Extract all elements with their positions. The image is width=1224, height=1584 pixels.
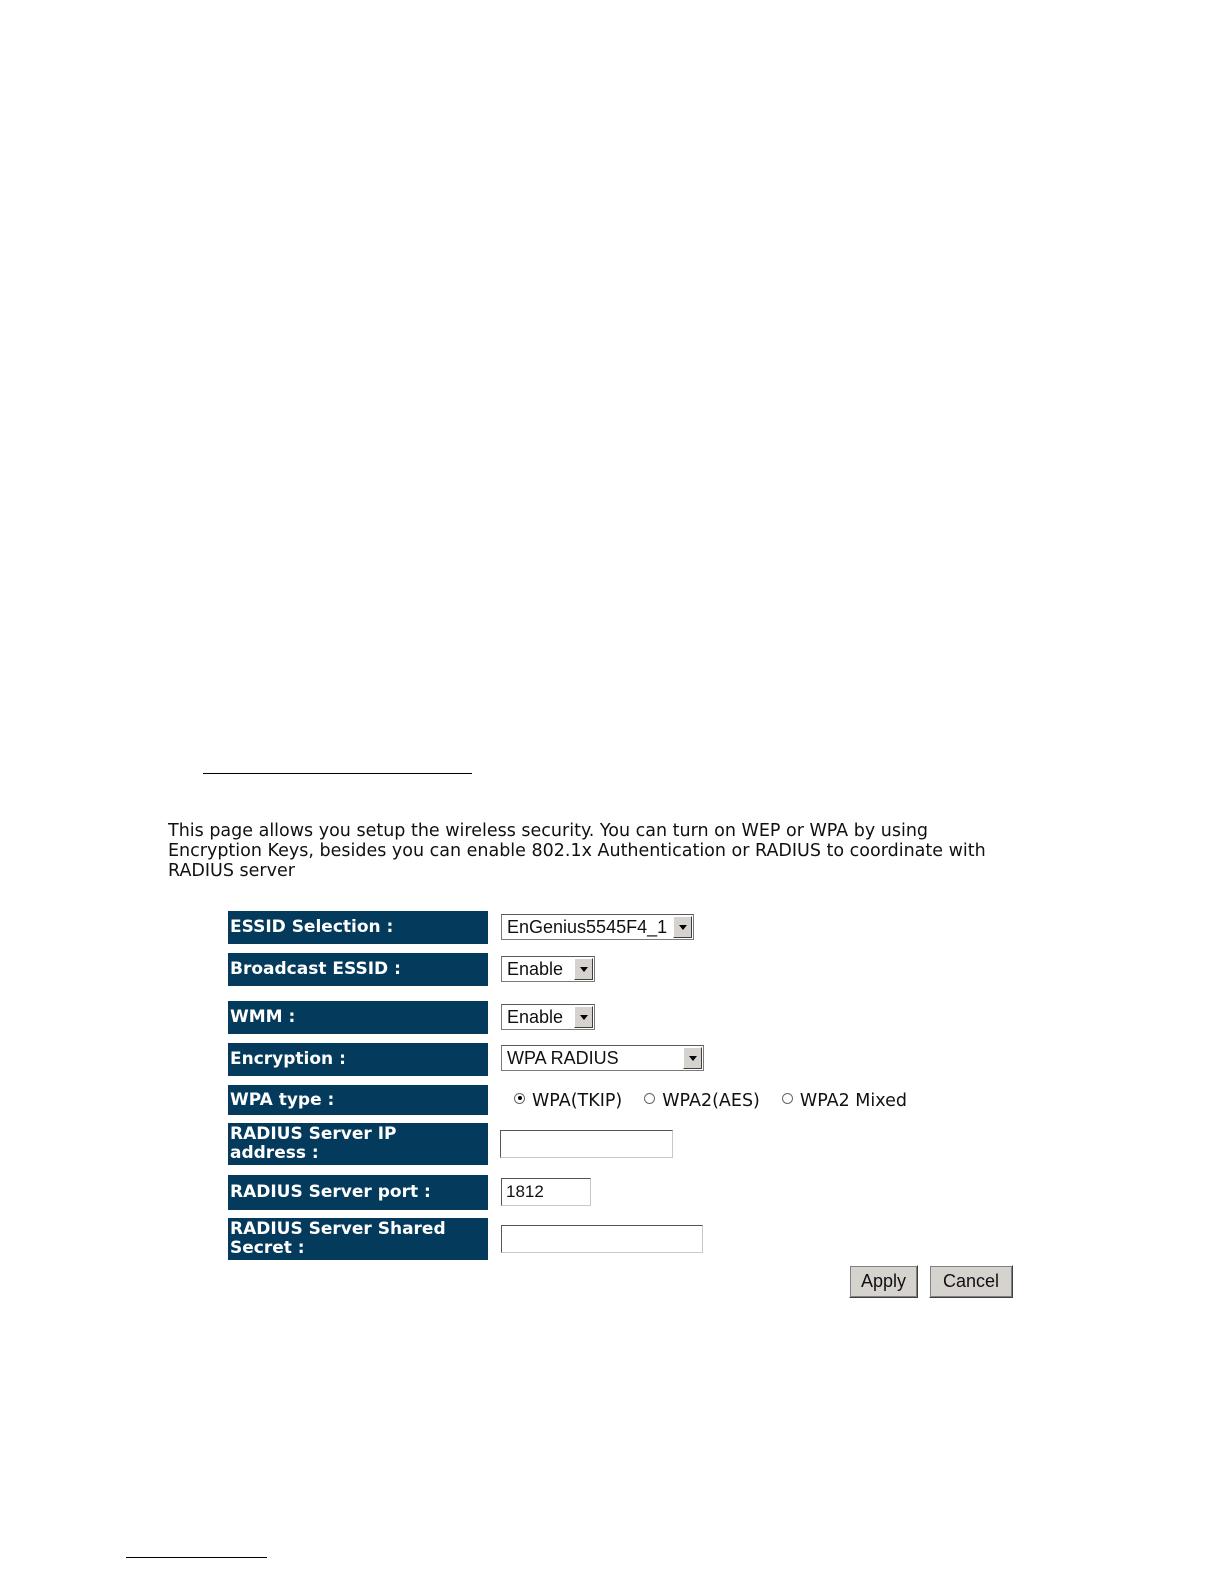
radius-ip-label-line2: address : xyxy=(230,1143,319,1163)
essid-selection-value: EnGenius5545F4_1 xyxy=(507,916,668,937)
radius-secret-label-line1: RADIUS Server Shared xyxy=(230,1219,446,1239)
essid-selection-label-text: ESSID Selection : xyxy=(230,917,394,937)
encryption-select[interactable] xyxy=(501,1045,704,1071)
broadcast-essid-value: Enable xyxy=(507,958,564,979)
chevron-down-icon[interactable] xyxy=(574,958,593,980)
encryption-label xyxy=(228,1043,488,1076)
broadcast-essid-label xyxy=(228,953,488,986)
bottom-divider-line xyxy=(126,1557,267,1558)
wmm-label-text: WMM : xyxy=(230,1007,296,1027)
wpa2-mixed-label: WPA2 Mixed xyxy=(799,1091,907,1111)
radio-checked-icon[interactable] xyxy=(514,1093,525,1104)
radius-ip-input[interactable] xyxy=(500,1130,673,1158)
chevron-down-icon[interactable] xyxy=(574,1006,593,1028)
intro-line-2: Encryption Keys, besides you can enable 802.1x Authentication or RADIUS to coordinate with xyxy=(168,841,986,861)
radius-ip-label xyxy=(228,1123,488,1165)
broadcast-essid-select[interactable] xyxy=(501,956,595,982)
wmm-select[interactable] xyxy=(501,1004,595,1030)
intro-text xyxy=(168,821,1028,881)
wpa2-aes-radio[interactable] xyxy=(644,1091,760,1111)
radius-secret-label xyxy=(228,1218,488,1260)
broadcast-essid-label-text: Broadcast ESSID : xyxy=(230,959,401,979)
radius-ip-label-line1: RADIUS Server IP xyxy=(230,1124,397,1144)
intro-line-1: This page allows you setup the wireless security. You can turn on WEP or WPA by using xyxy=(168,821,929,841)
radio-unchecked-icon[interactable] xyxy=(782,1093,793,1104)
radius-port-input[interactable] xyxy=(501,1178,591,1206)
radius-port-label xyxy=(228,1175,488,1210)
encryption-label-text: Encryption : xyxy=(230,1049,346,1069)
wpa-type-label-text: WPA type : xyxy=(230,1089,335,1110)
top-divider-line xyxy=(203,773,472,774)
wpa-type-radio-group xyxy=(514,1089,929,1113)
chevron-down-icon[interactable] xyxy=(673,916,692,938)
wpa2-mixed-radio[interactable] xyxy=(782,1091,907,1111)
chevron-down-icon[interactable] xyxy=(683,1047,702,1069)
radius-secret-input[interactable] xyxy=(501,1225,703,1253)
essid-selection-label xyxy=(228,911,488,944)
wpa2-aes-label: WPA2(AES) xyxy=(662,1091,760,1111)
radius-secret-label-line2: Secret : xyxy=(230,1238,305,1258)
wmm-label xyxy=(228,1001,488,1034)
radius-port-label-text: RADIUS Server port : xyxy=(230,1182,431,1202)
cancel-button[interactable]: Cancel xyxy=(929,1265,1013,1298)
radio-unchecked-icon[interactable] xyxy=(644,1093,655,1104)
wpa-type-label xyxy=(228,1085,488,1115)
wpa-tkip-radio[interactable] xyxy=(514,1091,622,1111)
wmm-value: Enable xyxy=(507,1006,564,1027)
intro-line-3: RADIUS server xyxy=(168,861,295,881)
encryption-value: WPA RADIUS xyxy=(507,1047,619,1068)
apply-button[interactable]: Apply xyxy=(849,1265,918,1298)
wpa-tkip-label: WPA(TKIP) xyxy=(532,1091,623,1111)
essid-selection-select[interactable] xyxy=(501,914,694,940)
